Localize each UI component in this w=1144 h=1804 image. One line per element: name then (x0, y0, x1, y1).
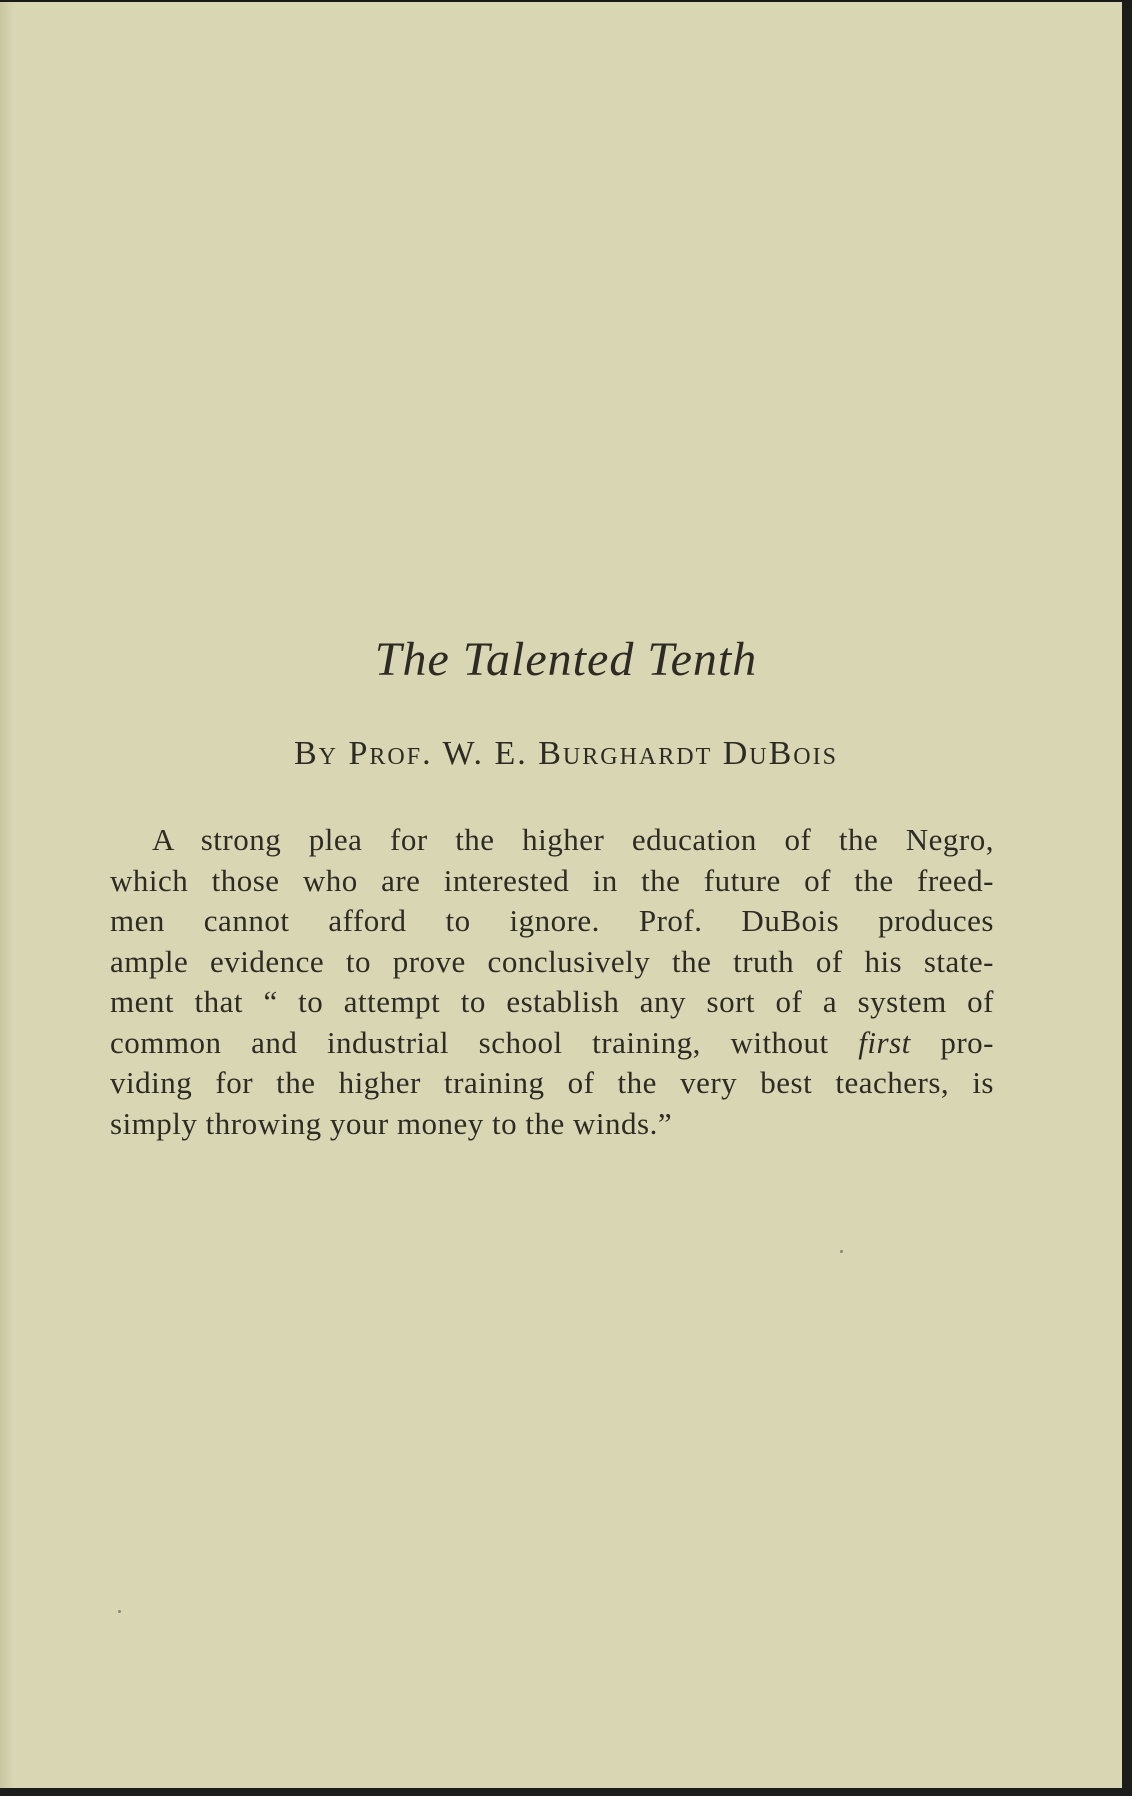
paragraph-line: men cannot afford to ignore. Prof. DuBois produces (110, 903, 994, 938)
emphasized-word: first (858, 1024, 911, 1060)
paragraph-line-with-emphasis (110, 1023, 994, 1064)
paragraph-line: ample evidence to prove conclusively the truth of his state- (110, 943, 994, 979)
paper-speck (118, 1610, 121, 1613)
paragraph-line: viding for the higher training of the very best teachers, is (110, 1065, 994, 1100)
paragraph-line-text: common and industrial school training, without (110, 1024, 829, 1060)
paragraph-line: which those who are interested in the future of the freed- (110, 862, 994, 898)
author-byline: By Prof. W. E. Burghardt DuBois (294, 735, 838, 772)
page-title: The Talented Tenth (374, 633, 758, 686)
description-paragraph (110, 820, 994, 1144)
paragraph-line: ment that “ to attempt to establish any sort of a system of (110, 984, 994, 1019)
paper-speck (840, 1250, 843, 1253)
paragraph-line-continuation: pro- (940, 1024, 995, 1060)
paragraph-line: A strong plea for the higher education of the Negro, (152, 822, 994, 857)
paragraph-line: simply throwing your money to the winds.” (110, 1105, 673, 1141)
